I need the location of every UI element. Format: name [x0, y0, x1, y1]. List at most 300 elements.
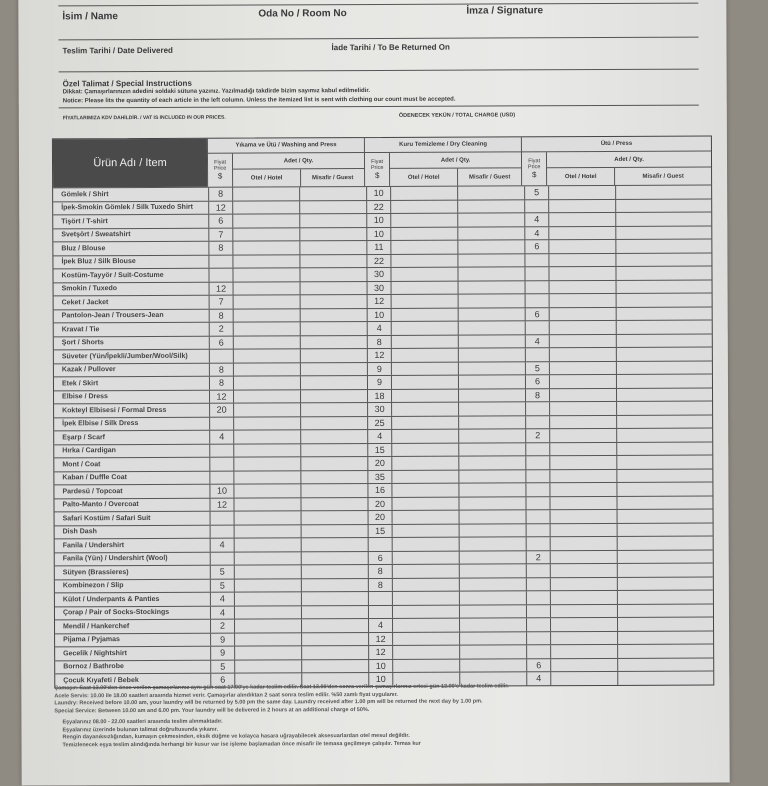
wash-guest-qty[interactable] [301, 538, 368, 551]
press-guest-qty[interactable] [616, 415, 712, 428]
dry-hotel-qty[interactable] [392, 605, 459, 618]
dry-hotel-qty[interactable] [392, 646, 459, 659]
dry-hotel-qty[interactable] [391, 470, 458, 483]
dry-price [368, 592, 392, 605]
wash-hotel-qty[interactable] [234, 592, 301, 605]
dry-hotel-qty[interactable] [391, 335, 458, 348]
bullet-item: Eşyalarınız 08.00 - 22.00 saatleri arasında teslim alınmaktadır. [62, 718, 223, 726]
wash-hotel-qty[interactable] [234, 565, 301, 578]
press-guest-qty[interactable] [616, 402, 712, 415]
press-hotel-qty[interactable] [548, 267, 615, 280]
dry-price: 15 [367, 443, 391, 456]
dry-guest-qty[interactable] [458, 281, 525, 294]
press-guest-qty[interactable] [617, 618, 713, 631]
wash-guest-qty[interactable] [300, 295, 367, 308]
dry-hotel-qty[interactable] [392, 632, 459, 645]
dry-hotel-qty[interactable] [391, 376, 458, 389]
wash-hotel-qty[interactable] [234, 552, 301, 565]
dry-guest-qty[interactable] [458, 375, 525, 388]
wash-guest-qty[interactable] [300, 498, 367, 511]
wash-guest-qty[interactable] [301, 619, 368, 632]
press-guest-qty[interactable] [617, 645, 713, 658]
dry-guest-qty[interactable] [458, 483, 525, 496]
press-price [526, 618, 550, 631]
dry-hotel-qty[interactable] [392, 592, 459, 605]
press-guest-qty[interactable] [616, 280, 712, 293]
press-hotel-qty[interactable] [548, 213, 615, 226]
wash-hotel-qty[interactable] [232, 255, 299, 268]
press-price [525, 294, 549, 307]
dry-guest-qty[interactable] [457, 254, 524, 267]
press-price: 6 [526, 659, 550, 672]
dry-guest-qty[interactable] [459, 510, 526, 523]
press-hotel-qty[interactable] [549, 388, 616, 401]
wash-hotel-qty[interactable] [234, 538, 301, 551]
press-price: 6 [525, 375, 549, 388]
wash-price: 12 [209, 498, 233, 511]
wash-price [210, 552, 234, 565]
dry-price: 10 [368, 659, 392, 672]
dry-guest-qty[interactable] [458, 335, 525, 348]
press-guest-qty[interactable] [615, 186, 711, 199]
press-hotel-qty[interactable] [550, 604, 617, 617]
press-hotel-qty[interactable] [549, 469, 616, 482]
wash-hotel-qty[interactable] [234, 646, 301, 659]
dry-guest-qty[interactable] [459, 524, 526, 537]
press-guest-qty[interactable] [615, 213, 711, 226]
dry-hotel-qty[interactable] [391, 416, 458, 429]
press-guest-qty[interactable] [617, 658, 713, 671]
press-guest-qty[interactable] [616, 429, 712, 442]
table-row [54, 347, 712, 363]
dry-hotel-qty[interactable] [392, 619, 459, 632]
press-hotel-qty[interactable] [549, 321, 616, 334]
dry-hotel-qty[interactable] [391, 362, 458, 375]
wash-guest-qty[interactable] [299, 268, 366, 281]
return-date-label: İade Tarihi / To Be Returned On [331, 42, 450, 53]
dry-price: 8 [368, 578, 392, 591]
press-guest-qty[interactable] [617, 577, 713, 590]
section-header [521, 137, 711, 186]
table-row [55, 549, 713, 565]
wash-guest-qty[interactable] [300, 309, 367, 322]
press-guest-qty[interactable] [616, 307, 712, 320]
dry-hotel-qty[interactable] [391, 295, 458, 308]
press-hotel-qty[interactable] [549, 429, 616, 442]
dry-guest-qty[interactable] [457, 267, 524, 280]
dry-hotel-qty[interactable] [390, 214, 457, 227]
press-price [525, 402, 549, 415]
wash-hotel-qty[interactable] [232, 228, 299, 241]
hotel-label: Otel / Hotel [250, 174, 283, 182]
press-hotel-qty[interactable] [549, 456, 616, 469]
dry-guest-qty[interactable] [459, 564, 526, 577]
item-name: Kravat / Tie [61, 325, 100, 334]
press-price [525, 321, 549, 334]
press-hotel-qty[interactable] [549, 496, 616, 509]
table-row [53, 198, 711, 214]
press-hotel-qty[interactable] [549, 280, 616, 293]
wash-hotel-qty[interactable] [232, 214, 299, 227]
dry-guest-qty[interactable] [458, 497, 525, 510]
item-name: İpek-Smokin Gömlek / Silk Tuxedo Shirt [61, 204, 193, 212]
dry-guest-qty[interactable] [458, 470, 525, 483]
dry-guest-qty[interactable] [459, 537, 526, 550]
wash-guest-qty[interactable] [301, 660, 368, 673]
dry-price: 6 [368, 551, 392, 564]
item-name: Çorap / Pair of Socks-Stockings [62, 609, 170, 617]
dry-guest-qty[interactable] [458, 443, 525, 456]
wash-guest-qty[interactable] [301, 579, 368, 592]
wash-guest-qty[interactable] [300, 471, 367, 484]
wash-guest-qty[interactable] [301, 552, 368, 565]
dry-guest-qty[interactable] [458, 348, 525, 361]
wash-hotel-qty[interactable] [233, 403, 300, 416]
press-guest-qty[interactable] [615, 199, 711, 212]
press-hotel-qty[interactable] [550, 631, 617, 644]
price-label: Fiyat Price [213, 159, 227, 172]
dry-hotel-qty[interactable] [392, 511, 459, 524]
dry-guest-qty[interactable] [457, 240, 524, 253]
press-guest-qty[interactable] [616, 294, 712, 307]
press-hotel-qty[interactable] [550, 523, 617, 536]
wash-guest-qty[interactable] [300, 403, 367, 416]
wash-hotel-qty[interactable] [234, 660, 301, 673]
press-hotel-qty[interactable] [550, 618, 617, 631]
dry-guest-qty[interactable] [458, 456, 525, 469]
note-line: Laundry: Received before 10.00 am, your laundry will be returned by 5.00 pm the same day. Laundry received after 1.00 pm will be returned the next day by 1.00 pm. [54, 698, 483, 707]
hotel-label: Otel / Hotel [564, 173, 597, 180]
press-hotel-qty[interactable] [548, 240, 615, 253]
item-name: Gecelik / Nightshirt [63, 649, 127, 658]
dry-guest-qty[interactable] [459, 645, 526, 658]
table-row [54, 495, 712, 511]
item-name: Gömlek / Shirt [61, 190, 109, 199]
table-row [54, 374, 712, 390]
wash-guest-qty[interactable] [301, 511, 368, 524]
press-guest-qty[interactable] [615, 253, 711, 266]
press-hotel-qty[interactable] [550, 537, 617, 550]
press-price [526, 645, 550, 658]
wash-guest-qty[interactable] [299, 228, 366, 241]
dry-hotel-qty[interactable] [391, 430, 458, 443]
dry-hotel-qty[interactable] [390, 268, 457, 281]
press-guest-qty[interactable] [616, 388, 712, 401]
wash-price: 4 [210, 606, 234, 619]
press-hotel-qty[interactable] [549, 415, 616, 428]
press-hotel-qty[interactable] [549, 483, 616, 496]
wash-guest-qty[interactable] [299, 187, 366, 200]
dry-guest-qty[interactable] [457, 227, 524, 240]
press-price: 5 [524, 186, 548, 199]
press-guest-qty[interactable] [616, 348, 712, 361]
wash-hotel-qty[interactable] [233, 363, 300, 376]
press-price [526, 524, 550, 537]
press-hotel-qty[interactable] [550, 658, 617, 671]
press-guest-qty[interactable] [616, 334, 712, 347]
dry-guest-qty[interactable] [457, 186, 524, 199]
section-header [207, 138, 364, 187]
press-guest-qty[interactable] [616, 361, 712, 374]
wash-price [210, 512, 234, 525]
guest-label: Misafir / Guest [300, 169, 364, 186]
dry-hotel-qty[interactable] [392, 538, 459, 551]
dry-guest-qty[interactable] [459, 591, 526, 604]
wash-guest-qty[interactable] [300, 444, 367, 457]
wash-guest-qty[interactable] [301, 606, 368, 619]
wash-guest-qty[interactable] [300, 322, 367, 335]
press-hotel-qty[interactable] [549, 402, 616, 415]
wash-price: 8 [209, 363, 233, 376]
wash-guest-qty[interactable] [300, 363, 367, 376]
dry-guest-qty[interactable] [459, 632, 526, 645]
wash-price: 20 [209, 404, 233, 417]
dry-price: 35 [367, 470, 391, 483]
wash-guest-qty[interactable] [299, 241, 366, 254]
wash-hotel-qty[interactable] [233, 309, 300, 322]
wash-guest-qty[interactable] [300, 376, 367, 389]
wash-guest-qty[interactable] [299, 255, 366, 268]
press-hotel-qty[interactable] [549, 307, 616, 320]
dry-hotel-qty[interactable] [391, 349, 458, 362]
wash-hotel-qty[interactable] [234, 579, 301, 592]
wash-guest-qty[interactable] [300, 457, 367, 470]
wash-hotel-qty[interactable] [234, 606, 301, 619]
table-row [55, 509, 713, 525]
press-price: 4 [524, 213, 548, 226]
press-guest-qty[interactable] [616, 442, 712, 455]
item-name: Kazak / Pullover [61, 366, 116, 374]
dry-hotel-qty[interactable] [392, 659, 459, 672]
press-hotel-qty[interactable] [549, 375, 616, 388]
dry-hotel-qty[interactable] [391, 484, 458, 497]
press-guest-qty[interactable] [616, 469, 712, 482]
price-label: Fiyat Price [370, 158, 384, 172]
wash-hotel-qty[interactable] [233, 336, 300, 349]
wash-hotel-qty[interactable] [233, 417, 300, 430]
table-row [54, 360, 712, 376]
wash-guest-qty[interactable] [300, 282, 367, 295]
wash-hotel-qty[interactable] [233, 457, 300, 470]
dry-price: 10 [366, 187, 390, 200]
press-hotel-qty[interactable] [549, 348, 616, 361]
dry-guest-qty[interactable] [458, 308, 525, 321]
wash-price: 8 [208, 242, 232, 255]
dry-hotel-qty[interactable] [390, 241, 457, 254]
dry-hotel-qty[interactable] [391, 403, 458, 416]
press-hotel-qty[interactable] [550, 550, 617, 563]
dry-guest-qty[interactable] [459, 605, 526, 618]
dry-guest-qty[interactable] [458, 294, 525, 307]
wash-hotel-qty[interactable] [233, 484, 300, 497]
wash-hotel-qty[interactable] [232, 268, 299, 281]
date-delivered-label: Teslim Tarihi / Date Delivered [62, 45, 173, 56]
press-guest-qty[interactable] [617, 510, 713, 523]
press-hotel-qty[interactable] [550, 564, 617, 577]
wash-price [209, 458, 233, 471]
dry-guest-qty[interactable] [457, 200, 524, 213]
press-guest-qty[interactable] [617, 591, 713, 604]
item-name: Hırka / Cardigan [62, 447, 116, 455]
dry-hotel-qty[interactable] [391, 443, 458, 456]
dry-guest-qty[interactable] [458, 362, 525, 375]
dry-hotel-qty[interactable] [390, 254, 457, 267]
press-guest-qty[interactable] [615, 226, 711, 239]
press-guest-qty[interactable] [617, 523, 713, 536]
press-hotel-qty[interactable] [550, 591, 617, 604]
press-hotel-qty[interactable] [550, 645, 617, 658]
wash-guest-qty[interactable] [301, 633, 368, 646]
wash-guest-qty[interactable] [300, 390, 367, 403]
press-guest-qty[interactable] [616, 375, 712, 388]
wash-hotel-qty[interactable] [233, 322, 300, 335]
guest-label: Misafir / Guest [457, 168, 521, 185]
press-price [525, 483, 549, 496]
press-guest-qty[interactable] [617, 550, 713, 563]
press-price: 4 [525, 335, 549, 348]
dry-guest-qty[interactable] [458, 416, 525, 429]
dry-hotel-qty[interactable] [391, 281, 458, 294]
press-price [526, 510, 550, 523]
dry-price: 8 [367, 335, 391, 348]
table-row [54, 333, 712, 349]
dry-guest-qty[interactable] [459, 618, 526, 631]
press-hotel-qty[interactable] [550, 577, 617, 590]
dry-hotel-qty[interactable] [391, 322, 458, 335]
wash-guest-qty[interactable] [300, 349, 367, 362]
dry-hotel-qty[interactable] [391, 497, 458, 510]
dry-price: 9 [367, 362, 391, 375]
wash-price [209, 471, 233, 484]
press-hotel-qty[interactable] [549, 442, 616, 455]
table-row [54, 387, 712, 403]
press-hotel-qty[interactable] [548, 186, 615, 199]
wash-hotel-qty[interactable] [233, 430, 300, 443]
wash-guest-qty[interactable] [300, 484, 367, 497]
dry-guest-qty[interactable] [458, 402, 525, 415]
press-hotel-qty[interactable] [548, 226, 615, 239]
press-guest-qty[interactable] [617, 537, 713, 550]
wash-guest-qty[interactable] [301, 525, 368, 538]
wash-guest-qty[interactable] [301, 646, 368, 659]
wash-price: 8 [209, 377, 233, 390]
press-guest-qty[interactable] [617, 564, 713, 577]
press-guest-qty[interactable] [615, 240, 711, 253]
dry-hotel-qty[interactable] [392, 565, 459, 578]
dry-price: 30 [367, 281, 391, 294]
wash-price: 8 [208, 188, 232, 201]
item-name: Sütyen (Brassieres) [62, 568, 129, 577]
item-name: Ceket / Jacket [61, 298, 109, 307]
item-name: Fanila / Undershirt [62, 541, 125, 550]
wash-hotel-qty[interactable] [232, 201, 299, 214]
press-guest-qty[interactable] [615, 267, 711, 280]
wash-price [209, 350, 233, 363]
wash-hotel-qty[interactable] [233, 498, 300, 511]
dry-hotel-qty[interactable] [390, 200, 457, 213]
dry-guest-qty[interactable] [459, 551, 526, 564]
press-hotel-qty[interactable] [549, 334, 616, 347]
wash-hotel-qty[interactable] [234, 511, 301, 524]
press-hotel-qty[interactable] [548, 253, 615, 266]
press-hotel-qty[interactable] [550, 510, 617, 523]
press-guest-qty[interactable] [616, 483, 712, 496]
wash-guest-qty[interactable] [300, 417, 367, 430]
wash-hotel-qty[interactable] [232, 187, 299, 200]
press-price: 5 [525, 362, 549, 375]
dry-hotel-qty[interactable] [392, 578, 459, 591]
dry-hotel-qty[interactable] [391, 308, 458, 321]
wash-price [209, 417, 233, 430]
wash-hotel-qty[interactable] [233, 376, 300, 389]
table-row [55, 630, 713, 646]
press-price: 8 [525, 389, 549, 402]
wash-hotel-qty[interactable] [234, 633, 301, 646]
wash-hotel-qty[interactable] [233, 282, 300, 295]
wash-guest-qty[interactable] [299, 214, 366, 227]
wash-hotel-qty[interactable] [233, 471, 300, 484]
wash-guest-qty[interactable] [301, 565, 368, 578]
table-row [54, 401, 712, 417]
item-name: Pijama / Pyjamas [63, 636, 120, 644]
press-guest-qty[interactable] [616, 496, 712, 509]
wash-hotel-qty[interactable] [232, 241, 299, 254]
dry-price: 4 [368, 619, 392, 632]
dry-guest-qty[interactable] [458, 389, 525, 402]
dry-hotel-qty[interactable] [391, 389, 458, 402]
dry-hotel-qty[interactable] [392, 551, 459, 564]
wash-hotel-qty[interactable] [233, 444, 300, 457]
press-hotel-qty[interactable] [549, 361, 616, 374]
wash-hotel-qty[interactable] [233, 390, 300, 403]
press-price [525, 470, 549, 483]
press-hotel-qty[interactable] [548, 199, 615, 212]
press-guest-qty[interactable] [617, 604, 713, 617]
wash-guest-qty[interactable] [301, 592, 368, 605]
dry-hotel-qty[interactable] [392, 524, 459, 537]
dry-guest-qty[interactable] [459, 659, 526, 672]
laundry-form [18, 0, 729, 786]
table-row [55, 522, 713, 538]
press-guest-qty[interactable] [617, 631, 713, 644]
dry-price: 30 [366, 268, 390, 281]
item-name: Kombinezon / Slip [62, 582, 124, 590]
table-row [54, 279, 712, 295]
dry-guest-qty[interactable] [458, 429, 525, 442]
dry-guest-qty[interactable] [457, 213, 524, 226]
dry-price: 16 [367, 484, 391, 497]
name-label: İsim / Name [62, 11, 118, 23]
wash-hotel-qty[interactable] [234, 619, 301, 632]
item-name: Süveter (Yün/İpekli/Jumber/Wool/Silk) [61, 352, 188, 361]
wash-hotel-qty[interactable] [233, 349, 300, 362]
press-guest-qty[interactable] [616, 321, 712, 334]
qty-label: Adet / Qty. [283, 157, 314, 164]
press-hotel-qty[interactable] [549, 294, 616, 307]
wash-hotel-qty[interactable] [234, 525, 301, 538]
wash-guest-qty[interactable] [299, 201, 366, 214]
press-guest-qty[interactable] [616, 456, 712, 469]
dry-hotel-qty[interactable] [390, 187, 457, 200]
dry-hotel-qty[interactable] [390, 227, 457, 240]
wash-guest-qty[interactable] [300, 336, 367, 349]
dry-hotel-qty[interactable] [391, 457, 458, 470]
wash-hotel-qty[interactable] [233, 295, 300, 308]
dry-guest-qty[interactable] [458, 321, 525, 334]
wash-guest-qty[interactable] [300, 430, 367, 443]
dry-guest-qty[interactable] [459, 578, 526, 591]
section-title: Ütü / Press [600, 140, 633, 148]
